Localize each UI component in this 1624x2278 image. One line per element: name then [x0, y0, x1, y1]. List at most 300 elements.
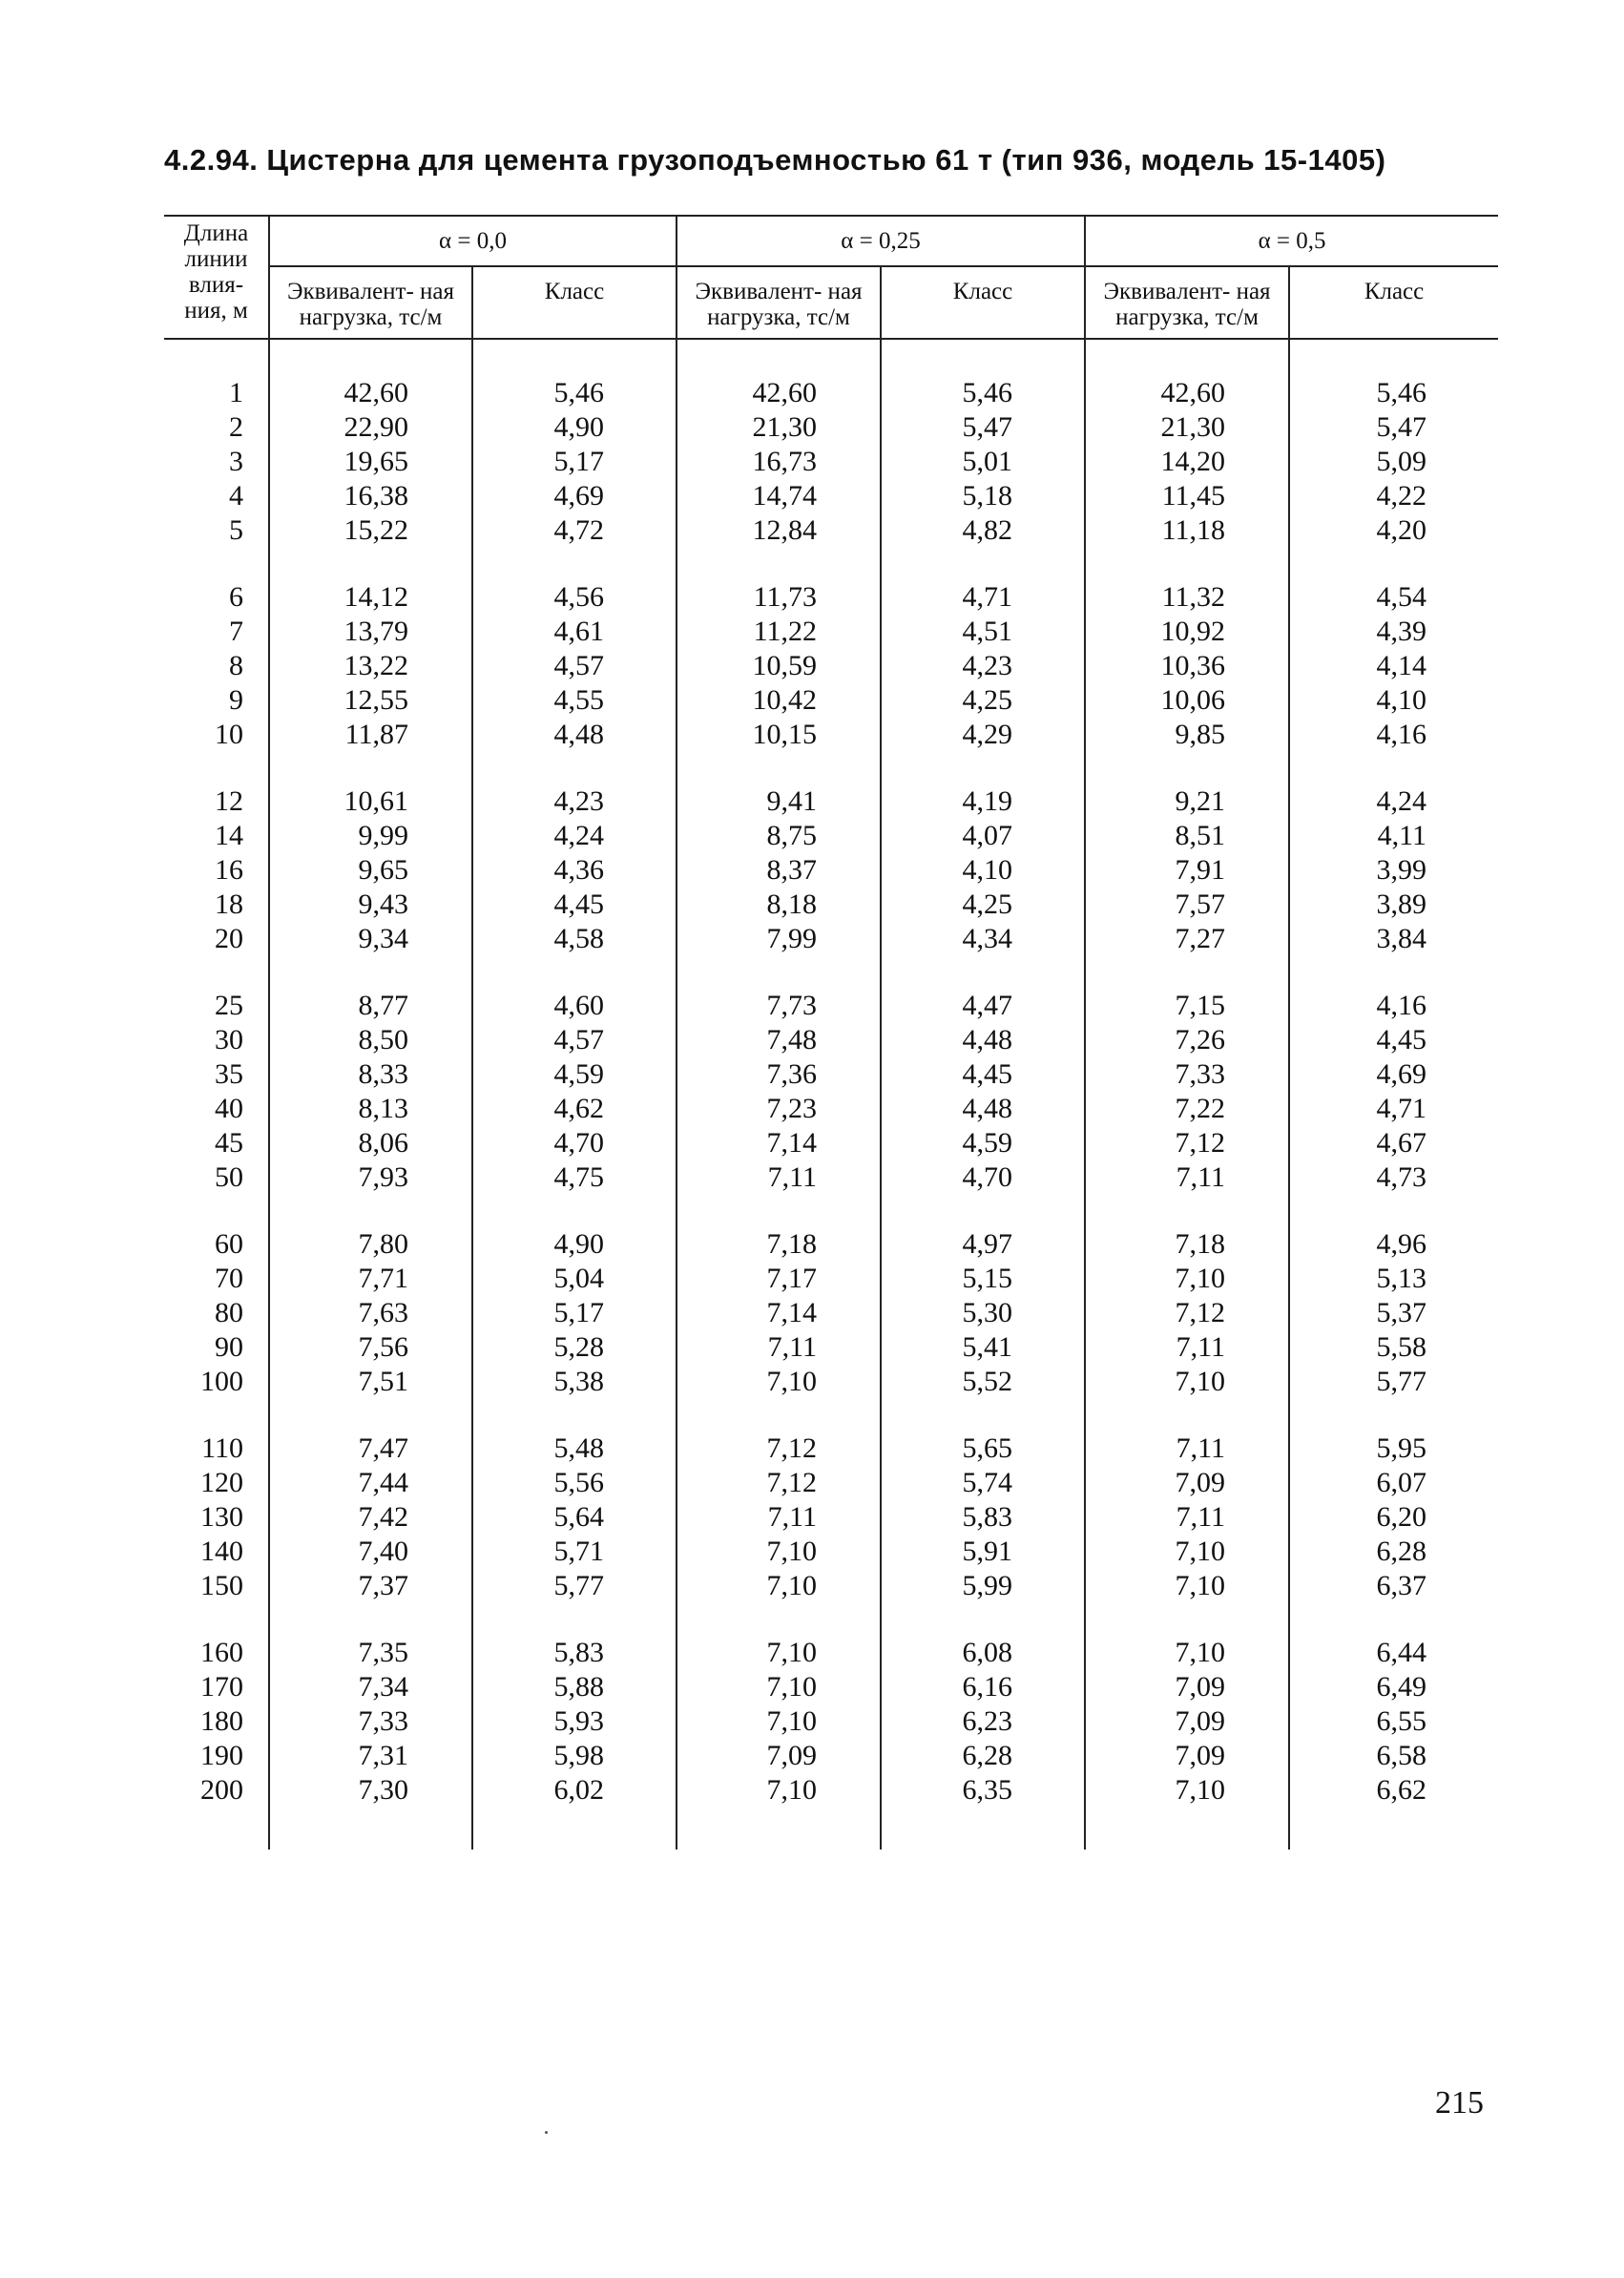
- equivalent-load-header: Эквивалент- ная нагрузка, тс/м: [269, 266, 472, 339]
- length-cell: 25: [164, 989, 269, 1023]
- table-row: [164, 989, 1498, 1023]
- group-spacer: [164, 1603, 1498, 1636]
- equivalent-load-cell: 7,51: [269, 1365, 472, 1399]
- equivalent-load-cell: 7,10: [1085, 1569, 1289, 1603]
- length-cell: 16: [164, 853, 269, 888]
- spacer-cell: [1085, 1399, 1289, 1432]
- class-cell: 5,52: [881, 1365, 1085, 1399]
- length-cell: 35: [164, 1057, 269, 1092]
- equivalent-load-cell: 7,09: [677, 1739, 881, 1773]
- length-cell: 20: [164, 922, 269, 956]
- table-row: [164, 1432, 1498, 1466]
- class-cell: 5,46: [1376, 377, 1427, 408]
- equivalent-load-cell: 7,10: [1085, 1636, 1289, 1670]
- class-cell: 3,99: [1376, 854, 1427, 886]
- class-cell: 5,46: [472, 376, 677, 410]
- class-cell: 4,23: [881, 649, 1085, 683]
- equivalent-load-cell: 7,91: [1085, 853, 1289, 888]
- length-cell: 8: [164, 649, 269, 683]
- equivalent-load-cell: 7,99: [677, 922, 881, 956]
- group-spacer: [164, 1399, 1498, 1432]
- equivalent-load-cell: 7,33: [269, 1704, 472, 1739]
- equivalent-load-cell: 7,23: [677, 1092, 881, 1126]
- class-cell: 4,59: [472, 1057, 677, 1092]
- table-body: [164, 339, 1498, 1850]
- equivalent-load-cell: 7,10: [677, 1704, 881, 1739]
- length-cell: 100: [164, 1365, 269, 1399]
- equivalent-load-cell: 15,22: [269, 513, 472, 548]
- spacer-cell: [164, 1195, 269, 1227]
- class-cell: 6,58: [1376, 1740, 1427, 1771]
- spacer-cell: [269, 339, 472, 376]
- class-cell: 4,11: [1377, 820, 1427, 851]
- spacer-cell: [881, 1195, 1085, 1227]
- spacer-cell: [164, 956, 269, 989]
- equivalent-load-cell: 14,74: [677, 479, 881, 513]
- equivalent-load-cell: 9,65: [269, 853, 472, 888]
- table-row: [164, 1739, 1498, 1773]
- spacer-cell: [1085, 548, 1289, 580]
- equivalent-load-cell: 7,63: [269, 1296, 472, 1330]
- spacer-cell: [472, 1399, 677, 1432]
- class-cell: 5,64: [472, 1500, 677, 1535]
- spacer-cell: [1289, 956, 1498, 989]
- equivalent-load-cell: 8,13: [269, 1092, 472, 1126]
- equivalent-load-cell: 11,87: [269, 718, 472, 752]
- equivalent-load-cell: 7,71: [269, 1262, 472, 1296]
- class-cell: 4,59: [881, 1126, 1085, 1160]
- class-cell: 5,56: [472, 1466, 677, 1500]
- table-row: [164, 1704, 1498, 1739]
- length-cell: 150: [164, 1569, 269, 1603]
- spacer-cell: [269, 1603, 472, 1636]
- class-cell: 4,96: [1376, 1228, 1427, 1260]
- class-cell: 4,23: [472, 784, 677, 819]
- class-cell: 5,88: [472, 1670, 677, 1704]
- spacer-cell: [1289, 1195, 1498, 1227]
- equivalent-load-cell: 42,60: [269, 376, 472, 410]
- equivalent-load-cell: 7,26: [1085, 1023, 1289, 1057]
- class-cell: 4,16: [1376, 719, 1427, 750]
- spacer-cell: [164, 339, 269, 376]
- alpha-05-header: α = 0,5: [1085, 216, 1498, 266]
- equivalent-load-cell: 11,18: [1085, 513, 1289, 548]
- table-row: [164, 1227, 1498, 1262]
- class-cell: 5,77: [1376, 1366, 1427, 1397]
- load-table-container: [164, 215, 1498, 1850]
- equivalent-load-cell: 16,73: [677, 445, 881, 479]
- equivalent-load-cell: 7,73: [677, 989, 881, 1023]
- table-row: [164, 1023, 1498, 1057]
- equivalent-load-header: Эквивалент- ная нагрузка, тс/м: [677, 266, 881, 339]
- class-cell: 4,82: [881, 513, 1085, 548]
- class-cell: 4,67: [1376, 1127, 1427, 1159]
- class-cell: 6,16: [881, 1670, 1085, 1704]
- class-cell: 6,28: [881, 1739, 1085, 1773]
- spacer-cell: [472, 1808, 677, 1850]
- equivalent-load-cell: 7,14: [677, 1126, 881, 1160]
- class-cell: 5,47: [1376, 411, 1427, 443]
- class-cell: 5,93: [472, 1704, 677, 1739]
- table-row: [164, 615, 1498, 649]
- equivalent-load-cell: 7,93: [269, 1160, 472, 1195]
- group-spacer: [164, 548, 1498, 580]
- table-row: [164, 1092, 1498, 1126]
- equivalent-load-cell: 9,43: [269, 888, 472, 922]
- spacer-cell: [677, 1603, 881, 1636]
- spacer-cell: [1085, 1808, 1289, 1850]
- spacer-cell: [677, 339, 881, 376]
- equivalent-load-cell: 7,22: [1085, 1092, 1289, 1126]
- class-cell: 6,55: [1376, 1705, 1427, 1737]
- equivalent-load-cell: 7,17: [677, 1262, 881, 1296]
- table-row: [164, 580, 1498, 615]
- length-cell: 50: [164, 1160, 269, 1195]
- alpha-025-header: α = 0,25: [677, 216, 1085, 266]
- equivalent-load-cell: 7,09: [1085, 1704, 1289, 1739]
- class-cell: 5,17: [472, 445, 677, 479]
- class-cell: 4,57: [472, 1023, 677, 1057]
- equivalent-load-cell: 11,32: [1085, 580, 1289, 615]
- length-cell: 7: [164, 615, 269, 649]
- class-cell: 4,57: [472, 649, 677, 683]
- equivalent-load-cell: 11,45: [1085, 479, 1289, 513]
- equivalent-load-cell: 7,11: [1085, 1500, 1289, 1535]
- class-cell: 4,24: [1376, 785, 1427, 817]
- length-cell: 14: [164, 819, 269, 853]
- equivalent-load-cell: 7,40: [269, 1535, 472, 1569]
- length-cell: 9: [164, 683, 269, 718]
- table-row: [164, 1466, 1498, 1500]
- table-row: [164, 1365, 1498, 1399]
- class-cell: 4,69: [472, 479, 677, 513]
- table-row: [164, 718, 1498, 752]
- class-cell: 5,48: [472, 1432, 677, 1466]
- equivalent-load-cell: 7,10: [1085, 1535, 1289, 1569]
- table-row: [164, 1160, 1498, 1195]
- equivalent-load-cell: 7,14: [677, 1296, 881, 1330]
- length-header: Длина линии влия- ния, м: [164, 216, 269, 339]
- class-cell: 4,25: [881, 683, 1085, 718]
- class-cell: 4,45: [881, 1057, 1085, 1092]
- equivalent-load-cell: 10,42: [677, 683, 881, 718]
- table-row: [164, 445, 1498, 479]
- length-cell: 1: [164, 376, 269, 410]
- equivalent-load-cell: 10,92: [1085, 615, 1289, 649]
- spacer-cell: [1289, 1808, 1498, 1850]
- class-cell: 4,71: [881, 580, 1085, 615]
- class-cell: 4,20: [1376, 514, 1427, 546]
- load-table: [164, 215, 1498, 1850]
- spacer-cell: [881, 752, 1085, 784]
- class-cell: 5,83: [881, 1500, 1085, 1535]
- class-cell: 4,14: [1376, 650, 1427, 681]
- class-cell: 5,65: [881, 1432, 1085, 1466]
- length-cell: 180: [164, 1704, 269, 1739]
- equivalent-load-cell: 9,41: [677, 784, 881, 819]
- equivalent-load-cell: 7,10: [677, 1569, 881, 1603]
- class-cell: 4,48: [881, 1023, 1085, 1057]
- equivalent-load-cell: 7,10: [1085, 1262, 1289, 1296]
- table-row: [164, 784, 1498, 819]
- spacer-cell: [269, 956, 472, 989]
- print-speck: [545, 2131, 548, 2134]
- class-cell: 4,39: [1376, 616, 1427, 647]
- spacer-cell: [881, 1603, 1085, 1636]
- spacer-cell: [1085, 1195, 1289, 1227]
- class-cell: 4,16: [1376, 990, 1427, 1021]
- class-cell: 4,29: [881, 718, 1085, 752]
- spacer-cell: [269, 1399, 472, 1432]
- class-cell: 4,70: [881, 1160, 1085, 1195]
- table-row: [164, 1670, 1498, 1704]
- class-cell: 5,58: [1376, 1331, 1427, 1363]
- length-cell: 90: [164, 1330, 269, 1365]
- equivalent-load-cell: 7,57: [1085, 888, 1289, 922]
- group-spacer: [164, 752, 1498, 784]
- length-cell: 160: [164, 1636, 269, 1670]
- equivalent-load-cell: 7,34: [269, 1670, 472, 1704]
- spacer-cell: [1085, 1603, 1289, 1636]
- spacer-cell: [164, 1399, 269, 1432]
- equivalent-load-cell: 14,20: [1085, 445, 1289, 479]
- class-cell: 4,69: [1376, 1058, 1427, 1090]
- equivalent-load-cell: 7,11: [1085, 1160, 1289, 1195]
- equivalent-load-cell: 7,80: [269, 1227, 472, 1262]
- spacer-cell: [881, 548, 1085, 580]
- table-row: [164, 649, 1498, 683]
- class-cell: 6,07: [1376, 1467, 1427, 1498]
- spacer-cell: [677, 548, 881, 580]
- spacer-cell: [269, 752, 472, 784]
- table-row: [164, 410, 1498, 445]
- equivalent-load-cell: 7,18: [1085, 1227, 1289, 1262]
- length-cell: 120: [164, 1466, 269, 1500]
- equivalent-load-cell: 7,30: [269, 1773, 472, 1808]
- class-cell: 4,62: [472, 1092, 677, 1126]
- class-cell: 4,19: [881, 784, 1085, 819]
- equivalent-load-cell: 16,38: [269, 479, 472, 513]
- group-spacer: [164, 1808, 1498, 1850]
- equivalent-load-cell: 11,73: [677, 580, 881, 615]
- class-cell: 4,72: [472, 513, 677, 548]
- class-cell: 4,07: [881, 819, 1085, 853]
- page-title: 4.2.94. Цистерна для цемента грузоподъемностью 61 т (тип 936, модель 15-1405): [164, 143, 1386, 177]
- equivalent-load-cell: 10,06: [1085, 683, 1289, 718]
- equivalent-load-cell: 9,21: [1085, 784, 1289, 819]
- class-cell: 6,23: [881, 1704, 1085, 1739]
- class-cell: 5,09: [1376, 446, 1427, 477]
- length-cell: 200: [164, 1773, 269, 1808]
- equivalent-load-cell: 12,84: [677, 513, 881, 548]
- class-cell: 4,25: [881, 888, 1085, 922]
- spacer-cell: [269, 1808, 472, 1850]
- spacer-cell: [164, 752, 269, 784]
- length-cell: 3: [164, 445, 269, 479]
- spacer-cell: [881, 1399, 1085, 1432]
- table-row: [164, 513, 1498, 548]
- table-row: [164, 683, 1498, 718]
- equivalent-load-cell: 9,85: [1085, 718, 1289, 752]
- class-header: Класс: [1289, 266, 1498, 339]
- spacer-cell: [269, 1195, 472, 1227]
- class-cell: 3,84: [1376, 923, 1427, 954]
- spacer-cell: [1085, 339, 1289, 376]
- group-spacer: [164, 1195, 1498, 1227]
- class-cell: 5,74: [881, 1466, 1085, 1500]
- equivalent-load-cell: 7,11: [1085, 1432, 1289, 1466]
- class-cell: 4,45: [472, 888, 677, 922]
- class-cell: 6,35: [881, 1773, 1085, 1808]
- equivalent-load-cell: 21,30: [1085, 410, 1289, 445]
- spacer-cell: [164, 1603, 269, 1636]
- equivalent-load-cell: 7,11: [677, 1500, 881, 1535]
- table-row: [164, 1126, 1498, 1160]
- equivalent-load-cell: 7,10: [677, 1636, 881, 1670]
- table-header: [164, 216, 1498, 339]
- class-cell: 4,58: [472, 922, 677, 956]
- equivalent-load-cell: 7,11: [677, 1160, 881, 1195]
- spacer-cell: [677, 752, 881, 784]
- length-cell: 6: [164, 580, 269, 615]
- class-cell: 5,18: [881, 479, 1085, 513]
- equivalent-load-cell: 7,37: [269, 1569, 472, 1603]
- class-cell: 5,41: [881, 1330, 1085, 1365]
- length-cell: 4: [164, 479, 269, 513]
- table-row: [164, 853, 1498, 888]
- table-row: [164, 1262, 1498, 1296]
- equivalent-load-cell: 7,10: [677, 1535, 881, 1569]
- class-cell: 5,99: [881, 1569, 1085, 1603]
- length-cell: 60: [164, 1227, 269, 1262]
- page-number: 215: [1435, 2085, 1484, 2121]
- class-cell: 3,89: [1376, 888, 1427, 920]
- equivalent-load-cell: 7,09: [1085, 1670, 1289, 1704]
- class-cell: 4,90: [472, 410, 677, 445]
- equivalent-load-cell: 19,65: [269, 445, 472, 479]
- class-cell: 4,60: [472, 989, 677, 1023]
- spacer-cell: [1289, 1399, 1498, 1432]
- class-cell: 5,71: [472, 1535, 677, 1569]
- class-cell: 4,54: [1376, 581, 1427, 613]
- table-row: [164, 479, 1498, 513]
- table-row: [164, 922, 1498, 956]
- table-row: [164, 1535, 1498, 1569]
- class-cell: 6,49: [1376, 1671, 1427, 1703]
- class-cell: 4,70: [472, 1126, 677, 1160]
- equivalent-load-cell: 8,51: [1085, 819, 1289, 853]
- equivalent-load-cell: 7,12: [1085, 1126, 1289, 1160]
- equivalent-load-cell: 7,09: [1085, 1466, 1289, 1500]
- equivalent-load-cell: 42,60: [1085, 376, 1289, 410]
- spacer-cell: [472, 1603, 677, 1636]
- equivalent-load-cell: 7,12: [677, 1466, 881, 1500]
- equivalent-load-cell: 7,47: [269, 1432, 472, 1466]
- equivalent-load-cell: 7,10: [1085, 1365, 1289, 1399]
- length-cell: 30: [164, 1023, 269, 1057]
- equivalent-load-cell: 10,61: [269, 784, 472, 819]
- table-row: [164, 888, 1498, 922]
- class-cell: 4,75: [472, 1160, 677, 1195]
- table-row: [164, 1500, 1498, 1535]
- equivalent-load-cell: 14,12: [269, 580, 472, 615]
- equivalent-load-cell: 7,10: [1085, 1773, 1289, 1808]
- spacer-cell: [677, 1399, 881, 1432]
- class-cell: 5,91: [881, 1535, 1085, 1569]
- class-cell: 4,71: [1376, 1093, 1427, 1124]
- class-cell: 5,37: [1376, 1297, 1427, 1328]
- group-spacer: [164, 339, 1498, 376]
- class-cell: 4,61: [472, 615, 677, 649]
- equivalent-load-cell: 7,10: [677, 1365, 881, 1399]
- equivalent-load-cell: 8,33: [269, 1057, 472, 1092]
- equivalent-load-cell: 7,42: [269, 1500, 472, 1535]
- equivalent-load-cell: 9,34: [269, 922, 472, 956]
- class-cell: 6,37: [1376, 1570, 1427, 1601]
- equivalent-load-header: Эквивалент- ная нагрузка, тс/м: [1085, 266, 1289, 339]
- length-cell: 10: [164, 718, 269, 752]
- equivalent-load-cell: 7,36: [677, 1057, 881, 1092]
- length-cell: 70: [164, 1262, 269, 1296]
- table-row: [164, 1636, 1498, 1670]
- equivalent-load-cell: 22,90: [269, 410, 472, 445]
- equivalent-load-cell: 10,59: [677, 649, 881, 683]
- length-cell: 130: [164, 1500, 269, 1535]
- spacer-cell: [1289, 1603, 1498, 1636]
- spacer-cell: [677, 1195, 881, 1227]
- equivalent-load-cell: 13,79: [269, 615, 472, 649]
- class-cell: 4,55: [472, 683, 677, 718]
- class-cell: 4,22: [1376, 480, 1427, 512]
- spacer-cell: [1289, 548, 1498, 580]
- spacer-cell: [1289, 752, 1498, 784]
- class-cell: 4,36: [472, 853, 677, 888]
- class-cell: 4,10: [1376, 684, 1427, 716]
- class-cell: 6,28: [1376, 1536, 1427, 1567]
- class-cell: 5,28: [472, 1330, 677, 1365]
- equivalent-load-cell: 7,15: [1085, 989, 1289, 1023]
- group-spacer: [164, 956, 1498, 989]
- class-cell: 5,13: [1376, 1263, 1427, 1294]
- class-cell: 4,51: [881, 615, 1085, 649]
- equivalent-load-cell: 11,22: [677, 615, 881, 649]
- equivalent-load-cell: 12,55: [269, 683, 472, 718]
- table-row: [164, 376, 1498, 410]
- class-cell: 4,90: [472, 1227, 677, 1262]
- spacer-cell: [1085, 956, 1289, 989]
- spacer-cell: [1085, 752, 1289, 784]
- class-cell: 6,62: [1376, 1774, 1427, 1806]
- equivalent-load-cell: 8,18: [677, 888, 881, 922]
- class-cell: 4,48: [881, 1092, 1085, 1126]
- class-cell: 5,04: [472, 1262, 677, 1296]
- table-row: [164, 1569, 1498, 1603]
- spacer-cell: [881, 339, 1085, 376]
- class-cell: 6,44: [1376, 1637, 1427, 1668]
- equivalent-load-cell: 7,31: [269, 1739, 472, 1773]
- table-row: [164, 1296, 1498, 1330]
- equivalent-load-cell: 7,12: [677, 1432, 881, 1466]
- equivalent-load-cell: 7,11: [1085, 1330, 1289, 1365]
- spacer-cell: [472, 548, 677, 580]
- spacer-cell: [472, 752, 677, 784]
- length-cell: 2: [164, 410, 269, 445]
- length-cell: 80: [164, 1296, 269, 1330]
- spacer-cell: [472, 339, 677, 376]
- equivalent-load-cell: 7,33: [1085, 1057, 1289, 1092]
- spacer-cell: [164, 548, 269, 580]
- equivalent-load-cell: 7,12: [1085, 1296, 1289, 1330]
